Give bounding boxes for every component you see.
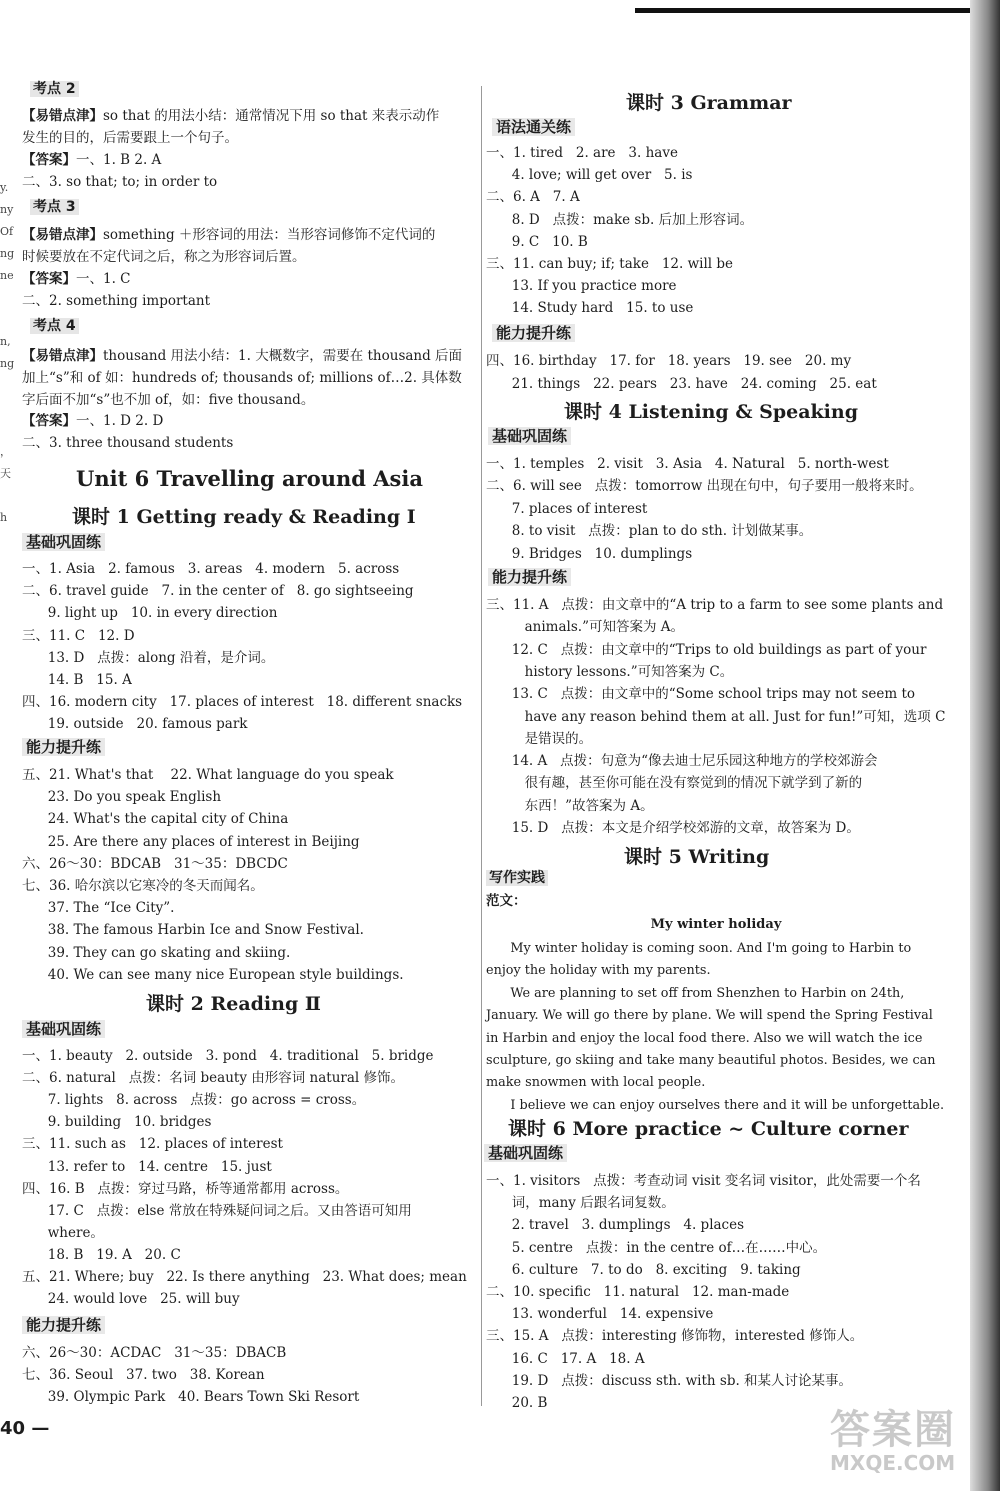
answer-line: 三、11. can buy; if; take 12. will be bbox=[486, 256, 734, 272]
answer-line: animals.”可知答案为 A。 bbox=[486, 619, 685, 636]
edge-fragment: ng bbox=[0, 357, 15, 370]
answer-line: 14. Study hard 15. to use bbox=[486, 300, 694, 317]
answer-line: 40. We can see many nice European style buildings. bbox=[22, 966, 404, 983]
answer-line: 24. would love 25. will buy bbox=[22, 1291, 240, 1308]
edge-fragment: ng bbox=[0, 247, 15, 260]
answer-line: I believe we can enjoy ourselves there and it will be unforgettable. bbox=[486, 1097, 945, 1113]
answer-line: We are planning to set off from Shenzhen to Harbin on 24th, bbox=[486, 985, 905, 1001]
lesson-2-title: 课时 2 Reading Ⅱ bbox=[146, 993, 321, 1015]
answer-line: 39. Olympic Park 40. Bears Town Ski Resort bbox=[22, 1389, 360, 1406]
answer-line: 词，many 后跟名词复数。 bbox=[486, 1195, 675, 1212]
page-number: 40 — bbox=[0, 1418, 50, 1439]
top-rule bbox=[635, 8, 980, 13]
answer-line: 7. places of interest bbox=[486, 500, 648, 517]
section-basic: 基础巩固练 bbox=[488, 427, 571, 445]
lesson-5-title: 课时 5 Writing bbox=[624, 846, 770, 868]
note-text: 发生的目的，后需要跟上一个句子。 bbox=[22, 130, 238, 146]
answer-line: 37. The “Ice City”. bbox=[22, 900, 175, 917]
edge-fragment: ， bbox=[0, 445, 11, 458]
kaodian-2-tag: 考点 2 bbox=[30, 81, 79, 97]
answer-line: in Harbin and enjoy the local food there. Also we will watch the ice bbox=[486, 1030, 923, 1046]
answer-text: 一、1. C bbox=[76, 271, 131, 287]
edge-fragment bbox=[0, 290, 14, 312]
edge-fragment: ne bbox=[0, 269, 14, 282]
answer-line: history lessons.”可知答案为 C。 bbox=[486, 663, 734, 680]
section-basic: 基础巩固练 bbox=[484, 1144, 567, 1162]
sample-label: 范文： bbox=[486, 893, 527, 909]
kaodian-3-tag: 考点 3 bbox=[30, 199, 79, 215]
answer-line: 是错误的。 bbox=[486, 730, 593, 747]
answer-line: 很有趣，甚至你可能在没有察觉到的情况下就学到了新的 bbox=[486, 775, 863, 792]
lesson-3-title: 课时 3 Grammar bbox=[626, 92, 792, 114]
answer-line: 四、16. modern city 17. places of interest 18. different snacks bbox=[22, 694, 463, 711]
answer-line: make snowmen with local people. bbox=[486, 1075, 706, 1091]
note-text: thousand 用法小结：1. 大概数字，需要在 thousand 后面 bbox=[103, 348, 463, 364]
answer-line: sculpture, go skiing and take many beautiful photos. Besides, we can bbox=[486, 1053, 936, 1068]
answer-label: 【答案】 bbox=[22, 271, 76, 287]
column-divider bbox=[481, 86, 482, 1406]
unit-title: Unit 6 Travelling around Asia bbox=[76, 466, 423, 491]
note-text: 时候要放在不定代词之后，称之为形容词后置。 bbox=[22, 249, 306, 265]
edge-fragment: Of bbox=[0, 225, 14, 238]
answer-line: 38. The famous Harbin Ice and Snow Festival. bbox=[22, 922, 364, 939]
answer-line: 8. D 点拨：make sb. 后加上形容词。 bbox=[486, 211, 754, 228]
answer-line: 13. refer to 14. centre 15. just bbox=[22, 1158, 272, 1175]
answer-line: 三、11. C 12. D bbox=[22, 627, 135, 644]
answer-line: 39. They can go skating and skiing. bbox=[22, 944, 291, 961]
answer-line: 东西！”故答案为 A。 bbox=[486, 797, 654, 814]
answer-line: 9. light up 10. in every direction bbox=[22, 605, 278, 622]
watermark-logo-text: 答案圈 bbox=[830, 1407, 956, 1453]
left-page-edge-fragments bbox=[0, 180, 14, 532]
answer-line: 五、21. Where; buy 22. Is there anything 23. What does; mean bbox=[22, 1269, 467, 1285]
answer-line: 13. C 点拨：由文章中的“Some school trips may not seem to bbox=[486, 686, 916, 703]
note-label: 【易错点津】 bbox=[22, 108, 103, 124]
note-label: 【易错点津】 bbox=[22, 227, 103, 243]
answer-line: 25. Are there any places of interest in Beijing bbox=[22, 833, 360, 850]
answer-line: 六、26～30：ACDAC 31～35：DBACB bbox=[22, 1345, 287, 1361]
answer-line: have any reason behind them at all. Just for fun!”可知，选项 C bbox=[486, 708, 946, 725]
lesson-4-title: 课时 4 Listening & Speaking bbox=[564, 401, 858, 423]
answer-line: 13. If you practice more bbox=[486, 278, 677, 295]
answer-line: where。 bbox=[22, 1224, 104, 1241]
answer-line: 二、6. A 7. A bbox=[486, 189, 580, 206]
answer-line: January. We will go there by plane. We will spend the Spring Festival bbox=[486, 1008, 933, 1024]
edge-fragment bbox=[0, 422, 14, 444]
answer-line: 18. B 19. A 20. C bbox=[22, 1246, 181, 1263]
answer-line: 一、1. visitors 点拨：考查动词 visit 变名词 visitor，此处需要一个名 bbox=[486, 1173, 921, 1189]
page-binding-edge bbox=[970, 0, 1000, 1491]
answer-line: 三、15. A 点拨：interesting 修饰物，interested 修饰人。 bbox=[486, 1328, 864, 1345]
answer-line: 三、11. such as 12. places of interest bbox=[22, 1136, 283, 1153]
answer-line: 12. C 点拨：由文章中的“Trips to old buildings as part of your bbox=[486, 641, 927, 658]
answer-text: 一、1. D 2. D bbox=[76, 413, 164, 429]
lesson-1-title: 课时 1 Getting ready & Reading Ⅰ bbox=[72, 506, 416, 528]
answer-line: 二、10. specific 11. natural 12. man-made bbox=[486, 1284, 790, 1300]
answer-line: 13. wonderful 14. expensive bbox=[486, 1306, 714, 1323]
answer-line: 24. What's the capital city of China bbox=[22, 811, 289, 828]
watermark bbox=[830, 1398, 956, 1475]
answer-line: 一、1. Asia 2. famous 3. areas 4. modern 5. across bbox=[22, 561, 400, 577]
answer-text: 二、3. so that; to; in order to bbox=[22, 174, 218, 190]
answer-line: 14. A 点拨：句意为“像去迪士尼乐园这种地方的学校郊游会 bbox=[486, 753, 878, 770]
edge-fragment: h bbox=[0, 511, 8, 524]
answer-line: 4. love; will get over 5. is bbox=[486, 167, 693, 184]
edge-fragment bbox=[0, 488, 14, 510]
answer-label: 【答案】 bbox=[22, 152, 76, 168]
answer-line: 9. C 10. B bbox=[486, 233, 588, 250]
essay-title: My winter holiday bbox=[650, 917, 782, 932]
answer-line: 四、16. birthday 17. for 18. years 19. see 20. my bbox=[486, 353, 852, 369]
answer-line: 四、16. B 点拨：穿过马路，桥等通常都用 across。 bbox=[22, 1180, 349, 1197]
edge-fragment: n, bbox=[0, 335, 11, 348]
answer-line: My winter holiday is coming soon. And I'm going to Harbin to bbox=[486, 941, 912, 956]
answer-line: 14. B 15. A bbox=[22, 672, 132, 688]
note-text: so that 的用法小结：通常情况下用 so that 来表示动作 bbox=[103, 108, 440, 124]
note-text: 字后面不加“s”也不加 of，如：five thousand。 bbox=[22, 392, 315, 408]
answer-line: 二、6. travel guide 7. in the center of 8. go sightseeing bbox=[22, 583, 414, 600]
answer-line: 8. to visit 点拨：plan to do sth. 计划做某事。 bbox=[486, 523, 813, 540]
answer-line: 13. D 点拨：along 沿着，是介词。 bbox=[22, 649, 275, 666]
edge-fragment: y. bbox=[0, 181, 9, 194]
answer-line: 二、6. natural 点拨：名词 beauty 由形容词 natural 修饰。 bbox=[22, 1070, 405, 1087]
answer-label: 【答案】 bbox=[22, 413, 76, 429]
lesson-6-title: 课时 6 More practice ~ Culture corner bbox=[508, 1118, 909, 1140]
answer-line: 17. C 点拨：else 常放在特殊疑问词之后。又由答语可知用 bbox=[22, 1202, 412, 1219]
section-ability: 能力提升练 bbox=[22, 738, 105, 756]
answer-line: 5. centre 点拨：in the centre of…在……中心。 bbox=[486, 1239, 827, 1256]
answer-line: 16. C 17. A 18. A bbox=[486, 1350, 645, 1367]
answer-line: 15. D 点拨：本文是介绍学校郊游的文章，故答案为 D。 bbox=[486, 820, 860, 836]
answer-line: 一、1. beauty 2. outside 3. pond 4. traditional 5. bridge bbox=[22, 1048, 434, 1064]
section-writing: 写作实践 bbox=[486, 870, 548, 886]
edge-fragment: ny bbox=[0, 203, 14, 216]
answer-line: 2. travel 3. dumplings 4. places bbox=[486, 1217, 745, 1234]
note-text: 加上“s”和 of 如：hundreds of; thousands of; millions of…2. 具体数 bbox=[22, 370, 462, 386]
section-ability: 能力提升练 bbox=[492, 324, 575, 342]
section-ability: 能力提升练 bbox=[22, 1316, 105, 1334]
edge-fragment bbox=[0, 312, 14, 334]
answer-line: 23. Do you speak English bbox=[22, 789, 222, 806]
answer-line: 二、6. will see 点拨：tomorrow 出现在句中，句子要用一般将来时。 bbox=[486, 478, 923, 495]
edge-fragment bbox=[0, 378, 14, 400]
edge-fragment: 天 bbox=[0, 467, 11, 480]
answer-line: 9. building 10. bridges bbox=[22, 1114, 212, 1131]
answer-line: 19. outside 20. famous park bbox=[22, 716, 248, 733]
kaodian-4-tag: 考点 4 bbox=[30, 318, 79, 334]
note-label: 【易错点津】 bbox=[22, 348, 103, 364]
answer-line: 七、36. Seoul 37. two 38. Korean bbox=[22, 1367, 265, 1384]
answer-line: 三、11. A 点拨：由文章中的“A trip to a farm to see some plants and bbox=[486, 597, 944, 613]
answer-line: 19. D 点拨：discuss sth. with sb. 和某人讨论某事。 bbox=[486, 1372, 853, 1389]
answer-line: 五、21. What's that 22. What language do you speak bbox=[22, 767, 394, 783]
section-basic: 基础巩固练 bbox=[22, 533, 105, 551]
section-ability: 能力提升练 bbox=[488, 568, 571, 586]
answer-line: 一、1. temples 2. visit 3. Asia 4. Natural 5. north-west bbox=[486, 456, 889, 472]
answer-line: 21. things 22. pears 23. have 24. coming 25. eat bbox=[486, 376, 877, 392]
answer-line: 七、36. 哈尔滨以它寒冷的冬天而闻名。 bbox=[22, 878, 264, 894]
answer-line: enjoy the holiday with my parents. bbox=[486, 963, 711, 979]
section-basic: 基础巩固练 bbox=[22, 1020, 105, 1038]
watermark-url: MXQE.COM bbox=[830, 1451, 956, 1475]
section-grammar: 语法通关练 bbox=[492, 118, 575, 136]
answer-line: 6. culture 7. to do 8. exciting 9. taking bbox=[486, 1261, 801, 1278]
note-text: something ＋形容词的用法：当形容词修饰不定代词的 bbox=[103, 227, 436, 243]
answer-text: 一、1. B 2. A bbox=[76, 152, 162, 168]
answer-line: 一、1. tired 2. are 3. have bbox=[486, 145, 678, 161]
answer-text: 二、2. something important bbox=[22, 293, 211, 309]
edge-fragment bbox=[0, 400, 14, 422]
answer-line: 20. B bbox=[486, 1395, 548, 1411]
answer-text: 二、3. three thousand students bbox=[22, 435, 234, 451]
answer-line: 9. Bridges 10. dumplings bbox=[486, 545, 693, 562]
answer-line: 7. lights 8. across 点拨：go across = cross。 bbox=[22, 1092, 366, 1109]
answer-line: 六、26～30：BDCAB 31～35：DBCDC bbox=[22, 855, 288, 872]
